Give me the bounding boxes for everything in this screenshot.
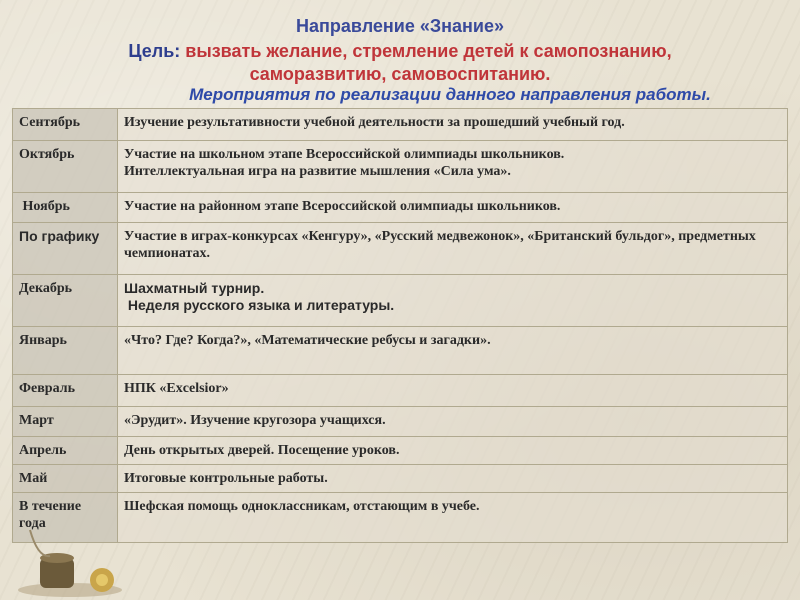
event-line: Шахматный турнир. bbox=[124, 280, 265, 296]
month-cell: Апрель bbox=[13, 437, 118, 465]
event-line: Итоговые контрольные работы. bbox=[124, 471, 328, 486]
events-table bbox=[12, 108, 788, 543]
table-row bbox=[13, 465, 788, 493]
month-cell: Декабрь bbox=[13, 275, 118, 327]
event-line: Интеллектуальная игра на развитие мышления «Сила ума». bbox=[124, 164, 511, 179]
month-cell: Март bbox=[13, 407, 118, 437]
month-cell: Сентябрь bbox=[13, 109, 118, 141]
month-cell: Ноябрь bbox=[13, 193, 118, 223]
events-cell bbox=[118, 141, 788, 193]
table-row bbox=[13, 407, 788, 437]
event-line: Участие в играх-конкурсах «Кенгуру», «Русский медвежонок», «Британский бульдог», предметных чемпионатах. bbox=[124, 229, 756, 261]
event-line: «Эрудит». Изучение кругозора учащихся. bbox=[124, 413, 386, 428]
events-cell bbox=[118, 109, 788, 141]
month-cell: Октябрь bbox=[13, 141, 118, 193]
month-cell: Май bbox=[13, 465, 118, 493]
table-row bbox=[13, 109, 788, 141]
month-cell: По графику bbox=[13, 223, 118, 275]
event-line: Шефская помощь одноклассникам, отстающим в учебе. bbox=[124, 499, 480, 514]
table-row bbox=[13, 141, 788, 193]
table-row bbox=[13, 437, 788, 465]
month-cell: Январь bbox=[13, 327, 118, 375]
event-line: НПК «Excelsior» bbox=[124, 381, 229, 396]
subtitle: Мероприятия по реализации данного направления работы. bbox=[189, 85, 711, 104]
table-row bbox=[13, 327, 788, 375]
table-row bbox=[13, 375, 788, 407]
events-cell bbox=[118, 223, 788, 275]
event-line: Изучение результативности учебной деятельности за прошедший учебный год. bbox=[124, 115, 625, 130]
goal-label: Цель: bbox=[128, 41, 181, 61]
goal-text-continued: саморазвитию, самовоспитанию. bbox=[249, 64, 551, 84]
event-line: «Что? Где? Когда?», «Математические ребусы и загадки». bbox=[124, 333, 491, 348]
table-row bbox=[13, 193, 788, 223]
table-row bbox=[13, 275, 788, 327]
event-line: День открытых дверей. Посещение уроков. bbox=[124, 443, 400, 458]
month-cell: В течение года bbox=[13, 493, 118, 543]
events-cell bbox=[118, 193, 788, 223]
event-line: Участие на школьном этапе Всероссийской олимпиады школьников. bbox=[124, 147, 565, 162]
inkpot-decoration-icon bbox=[10, 528, 130, 598]
events-cell bbox=[118, 327, 788, 375]
events-cell bbox=[118, 375, 788, 407]
events-cell bbox=[118, 493, 788, 543]
events-cell bbox=[118, 275, 788, 327]
goal-text: вызвать желание, стремление детей к самопознанию, bbox=[180, 41, 672, 61]
event-line: Участие на районном этапе Всероссийской олимпиады школьников. bbox=[124, 199, 561, 214]
table-row bbox=[13, 223, 788, 275]
page-title: Направление «Знание» bbox=[295, 16, 504, 36]
event-line: Неделя русского языка и литературы. bbox=[124, 297, 395, 313]
events-cell bbox=[118, 437, 788, 465]
month-cell: Февраль bbox=[13, 375, 118, 407]
goal-statement bbox=[0, 40, 800, 86]
events-cell bbox=[118, 465, 788, 493]
events-cell bbox=[118, 407, 788, 437]
